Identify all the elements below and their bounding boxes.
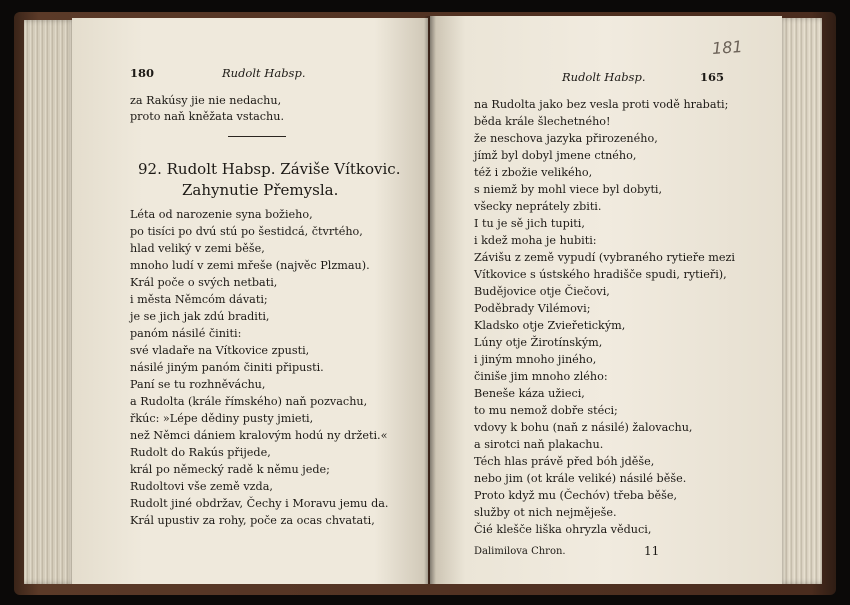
verse-line: je se jich jak zdú braditi, [130, 310, 270, 323]
left-page-number: 180 [130, 66, 155, 80]
right-running-title: Rudolt Habsp. [562, 70, 646, 84]
verse-line: Beneše káza užieci, [474, 387, 585, 400]
verse-line: Král poče o svých netbati, [130, 276, 278, 289]
verse-line: služby ot nich nejměješe. [474, 506, 617, 519]
verse-line: nebo jim (ot krále veliké) násilé běše. [474, 472, 687, 485]
verse-line: Rudolt do Rakús přijede, [130, 446, 271, 459]
left-top-line-2: proto naň kněžata vstachu. [130, 110, 285, 123]
verse-line: Závišu z země vypudí (vybraného rytieře mezi [474, 251, 735, 264]
verse-line: Vítkovice s ústského hradišče spudi, rytieři), [474, 268, 727, 281]
left-running-title: Rudolt Habsp. [222, 66, 306, 80]
left-page [72, 18, 428, 584]
verse-line: běda krále šlechetného! [474, 115, 611, 128]
section-rule [228, 136, 286, 137]
verse-line: Čié klešče liška ohryzla věduci, [474, 523, 652, 536]
verse-line: s niemž by mohl viece byl dobyti, [474, 183, 663, 196]
verse-line: Rudoltovi vše země vzda, [130, 480, 273, 493]
verse-line: mnoho ludí v zemi mřeše (najvěc Plzmau). [130, 259, 370, 272]
verse-line: své vladaře na Vítkovice zpusti, [130, 344, 310, 357]
verse-line: po tisíci po dvú stú po šestidcá, čtvrtého, [130, 225, 363, 238]
verse-line: jímž byl dobyl jmene ctného, [474, 149, 637, 162]
verse-line: i jiným mnoho jiného, [474, 353, 597, 366]
verse-line: Proto když mu (Čechóv) třeba běše, [474, 489, 678, 502]
section-heading-line-2: Zahynutie Přemysla. [182, 181, 339, 199]
verse-line: řkúc: »Lépe dědiny pusty jmieti, [130, 412, 314, 425]
page-edges-right [778, 18, 822, 584]
verse-line: na Rudolta jako bez vesla proti vodě hrabati; [474, 98, 729, 111]
verse-line: vdovy k bohu (naň z násilé) žalovachu, [474, 421, 693, 434]
verse-line: Rudolt jiné obdržav, Čechy i Moravu jemu da. [130, 497, 389, 510]
verse-line: Léta od narozenie syna božieho, [130, 208, 313, 221]
verse-line: to mu nemož dobře stéci; [474, 404, 618, 417]
verse-line: I tu je sě jich tupiti, [474, 217, 585, 230]
verse-line: Budějovice otje Čiečovi, [474, 285, 610, 298]
right-page [430, 16, 782, 584]
verse-line: též i zbožie velikého, [474, 166, 593, 179]
verse-line: a sirotci naň plakachu. [474, 438, 604, 451]
footer-signature-number: 11 [644, 544, 660, 558]
page-edges-left [24, 20, 76, 584]
verse-line: Lúny otje Žirotínským, [474, 336, 603, 349]
verse-line: že neschova jazyka přirozeného, [474, 132, 658, 145]
book-gutter [424, 16, 436, 584]
left-top-line-1: za Rakúsy jie nie nedachu, [130, 94, 282, 107]
verse-line: Paní se tu rozhněváchu, [130, 378, 266, 391]
verse-line: Téch hlas právě před bóh jděše, [474, 455, 655, 468]
footer-signature-title: Dalimilova Chron. [474, 546, 566, 557]
verse-line: násilé jiným panóm činiti připusti. [130, 361, 324, 374]
verse-line: král po německý radě k němu jede; [130, 463, 330, 476]
verse-line: a Rudolta (krále římského) naň pozvachu, [130, 395, 368, 408]
verse-line: činiše jim mnoho zlého: [474, 370, 608, 383]
verse-line: Král upustiv za rohy, poče za ocas chvatati, [130, 514, 375, 527]
handwritten-page-number: 181 [711, 36, 744, 59]
verse-line: panóm násilé činiti: [130, 327, 242, 340]
verse-line: než Němci dániem kralovým hodú ny držeti.« [130, 429, 388, 442]
verse-line: hlad veliký v zemi běše, [130, 242, 265, 255]
verse-line: všecky neprátely zbiti. [474, 200, 602, 213]
verse-line: Poděbrady Vilémovi; [474, 302, 591, 315]
right-page-number: 165 [700, 70, 725, 84]
verse-line: i kdež moha je hubiti: [474, 234, 597, 247]
verse-line: Kladsko otje Zvieřetickým, [474, 319, 626, 332]
section-heading-line-1: 92. Rudolt Habsp. Záviše Vítkovic. [138, 160, 401, 178]
verse-line: i města Němcóm dávati; [130, 293, 268, 306]
